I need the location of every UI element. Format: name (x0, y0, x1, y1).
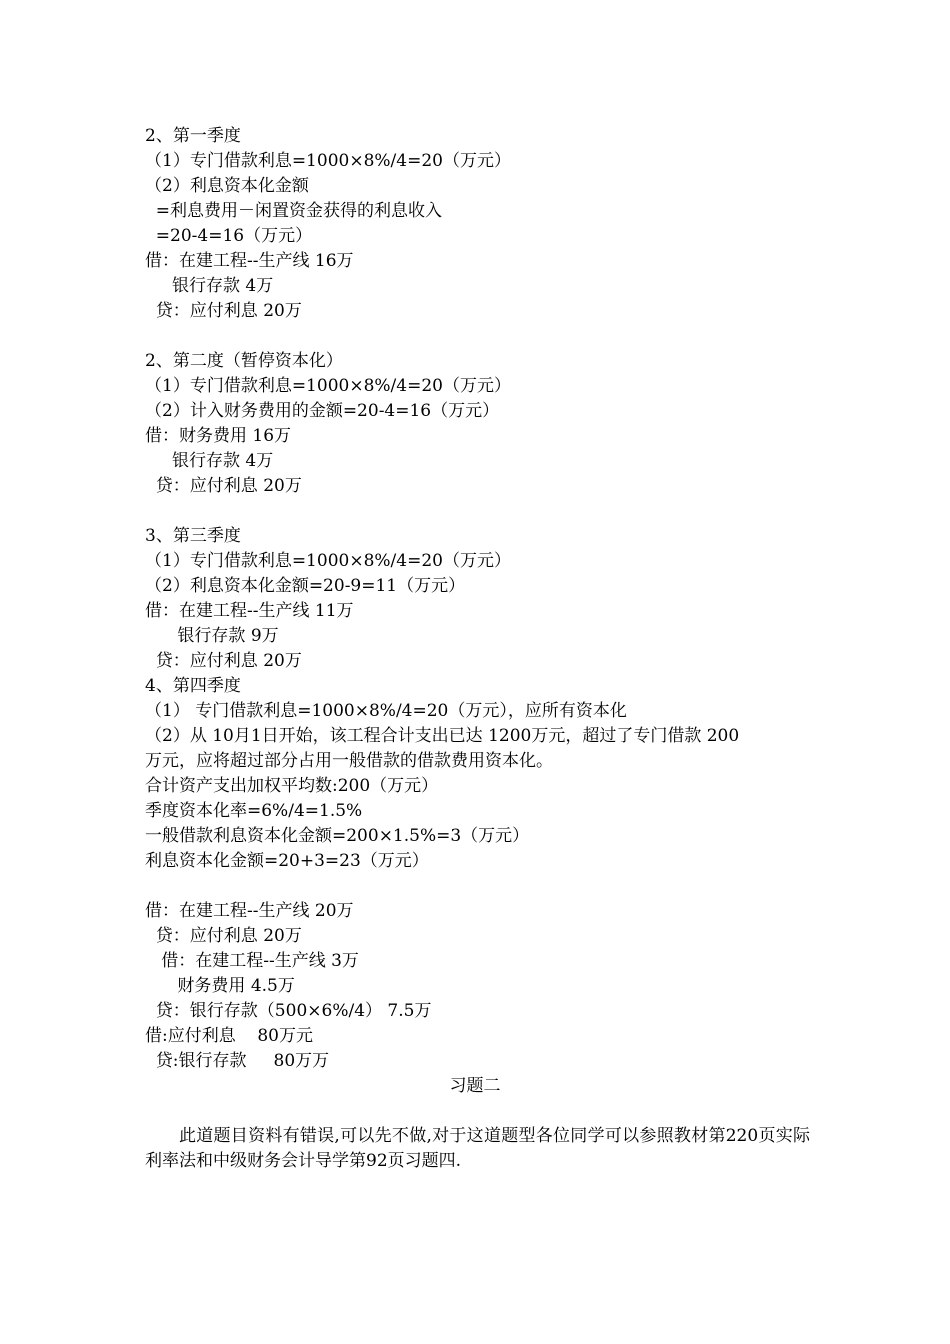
journal-debit: 借：在建工程--生产线 3万 (145, 951, 359, 971)
text-line: 万元，应将超过部分占用一般借款的借款费用资本化。 (145, 751, 553, 771)
section-heading-q2: 2、第二度（暂停资本化） (145, 351, 343, 371)
journal-credit: 贷：应付利息 20万 (145, 301, 302, 321)
journal-credit: 贷：应付利息 20万 (145, 476, 302, 496)
journal-credit: 贷:银行存款 80万万 (145, 1051, 330, 1071)
text-line: 利息资本化金额=20+3=23（万元） (145, 851, 429, 871)
text-line: （2）利息资本化金额 (145, 176, 309, 196)
journal-debit: 财务费用 4.5万 (145, 976, 295, 996)
section-heading-q3: 3、第三季度 (145, 526, 241, 546)
section-heading-q4: 4、第四季度 (145, 676, 241, 696)
text-line: （1）专门借款利息=1000×8%/4=20（万元） (145, 551, 511, 571)
journal-debit: 借：财务费用 16万 (145, 426, 292, 446)
journal-debit: 借：在建工程--生产线 11万 (145, 601, 354, 621)
exercise-title: 习题二 (449, 1076, 501, 1096)
journal-debit: 借：在建工程--生产线 20万 (145, 901, 354, 921)
journal-credit: 贷：应付利息 20万 (145, 926, 302, 946)
text-line: =利息费用－闲置资金获得的利息收入 (145, 201, 443, 221)
text-line: 季度资本化率=6%/4=1.5% (145, 801, 363, 821)
journal-debit: 银行存款 9万 (145, 626, 279, 646)
text-line: （2）从 10月1日开始，该工程合计支出已达 1200万元，超过了专门借款 200 (145, 726, 740, 746)
text-line: （1） 专门借款利息=1000×8%/4=20（万元），应所有资本化 (145, 701, 627, 721)
text-line: 一般借款利息资本化金额=200×1.5%=3（万元） (145, 826, 530, 846)
journal-debit: 银行存款 4万 (145, 451, 274, 471)
journal-credit: 贷：银行存款（500×6%/4） 7.5万 (145, 1001, 432, 1021)
text-line: （1）专门借款利息=1000×8%/4=20（万元） (145, 376, 511, 396)
journal-credit: 贷：应付利息 20万 (145, 651, 302, 671)
section-heading-q1: 2、第一季度 (145, 126, 241, 146)
text-line: 合计资产支出加权平均数:200（万元） (145, 776, 439, 796)
journal-debit: 借：在建工程--生产线 16万 (145, 251, 354, 271)
closing-paragraph: 此道题目资料有错误,可以先不做,对于这道题型各位同学可以参照教材第220页实际利率法和中级财务会计导学第92页习题四. (145, 1126, 810, 1171)
text-line: （1）专门借款利息=1000×8%/4=20（万元） (145, 151, 511, 171)
journal-debit: 银行存款 4万 (145, 276, 274, 296)
journal-debit: 借:应付利息 80万元 (145, 1026, 313, 1046)
text-line: =20-4=16（万元） (145, 226, 313, 246)
text-line: （2）利息资本化金额=20-9=11（万元） (145, 576, 466, 596)
text-line: （2）计入财务费用的金额=20-4=16（万元） (145, 401, 500, 421)
